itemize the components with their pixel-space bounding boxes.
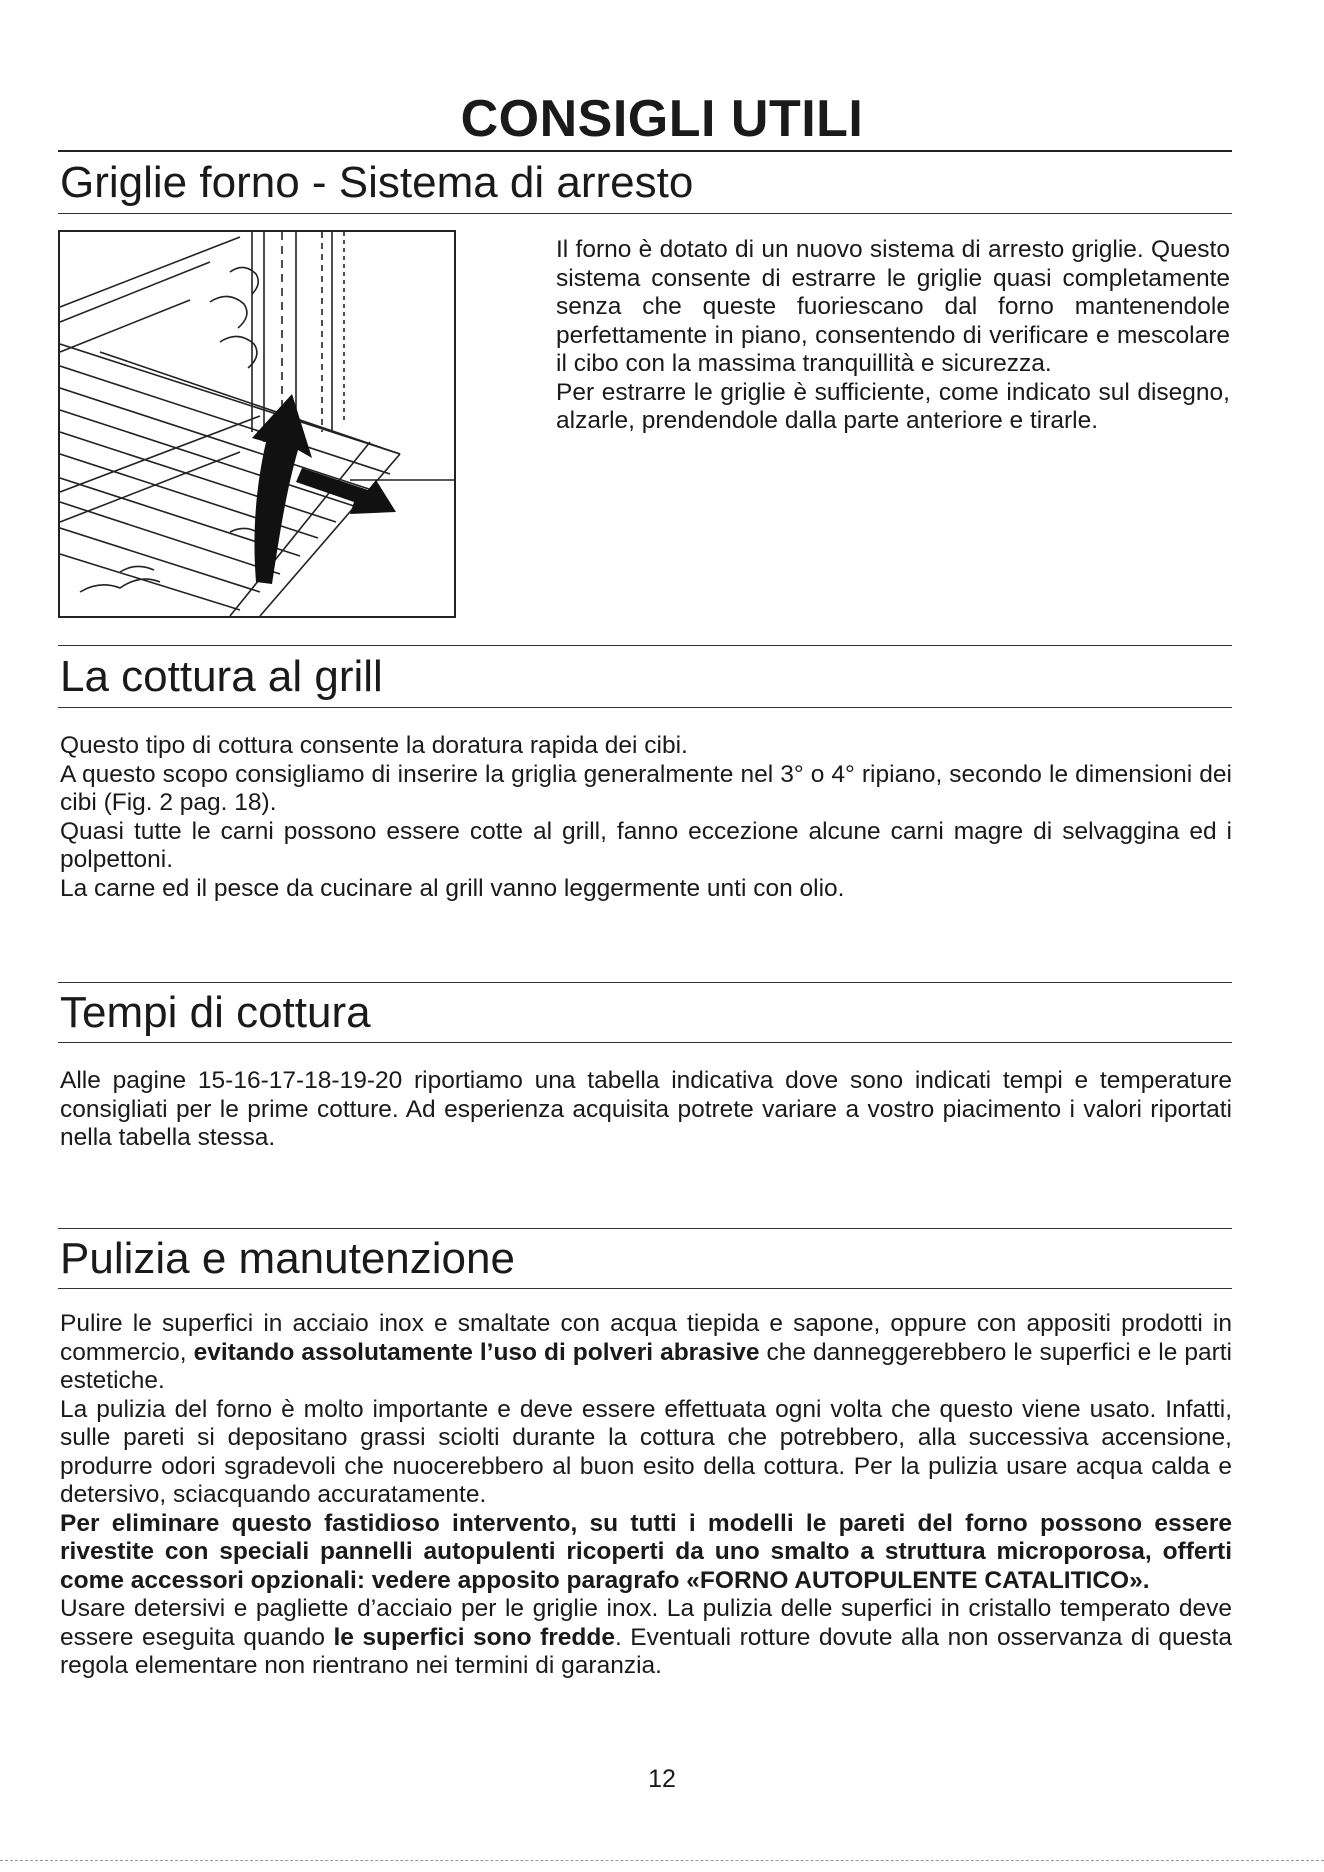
pulizia-p1-bold: evitando assolutamente l’uso di polveri abrasive xyxy=(193,1338,760,1366)
pulizia-paragraph-1 xyxy=(60,1310,1232,1396)
pulizia-paragraph-2: La pulizia del forno è molto importante e deve essere effettuata ogni volta che questo viene usato. Infatti, sulle pareti si depositano grassi sciolti durante la cottura che potrebbero, alla successiva accensione, produrre odori sgradevoli che nuocerebbero al buon esito della cottura. Per la pulizia usare acqua calda e detersivo, sciacquando accuratamente. xyxy=(60,1395,1232,1508)
grill-line-4: La carne ed il pesce da cucinare al grill vanno leggermente unti con olio. xyxy=(60,874,845,902)
grill-line-1: Questo tipo di cottura consente la doratura rapida dei cibi. xyxy=(60,732,688,759)
pulizia-p1-start: Pulire le superfici in acciaio inox e smaltate con acqua tiepida e sapone, oppure con appositi prodotti in commercio, xyxy=(60,1310,1232,1366)
divider xyxy=(58,150,1232,152)
divider xyxy=(58,707,1232,708)
grill-line-2: A questo scopo consigliamo di inserire la griglia generalmente nel 3° o 4° ripiano, secondo le dimensioni dei cibi (Fig. 2 pag. 18). xyxy=(60,760,1232,816)
oven-rack-drawing xyxy=(60,232,454,616)
divider xyxy=(58,213,1232,214)
pulizia-text xyxy=(60,1310,1232,1681)
pulizia-p4-start: Usare detersivi e pagliette d’acciaio per le griglie inox. La pulizia delle superfici in cristallo temperato deve essere eseguita quando xyxy=(60,1595,1232,1651)
griglie-paragraph-1: Il forno è dotato di un nuovo sistema di arresto griglie. Questo sistema consente di estrarre le griglie quasi completamente senza che queste fuoriescano dal forno mantenendole perfettamente in piano, consentendo di verificare e mescolare il cibo con la massima tranquillità e sicurezza. xyxy=(556,236,1230,377)
pulizia-paragraph-4 xyxy=(60,1595,1232,1681)
grill-line-3: Quasi tutte le carni possono essere cotte al grill, fanno eccezione alcune carni magre di selvaggina ed i polpettoni. xyxy=(60,817,1232,873)
tempi-paragraph: Alle pagine 15-16-17-18-19-20 riportiamo una tabella indicativa dove sono indicati tempi e temperature consigliati per le prime cotture. Ad esperienza acquisita potrete variare a vostro piacimento i valori riportati nella tabella stessa. xyxy=(60,1067,1232,1151)
section-title-tempi: Tempi di cottura xyxy=(60,988,371,1037)
page-number: 12 xyxy=(648,1765,676,1793)
pulizia-p4-bold: le superfici sono fredde xyxy=(333,1623,615,1651)
divider xyxy=(58,1228,1232,1229)
pulizia-p4-end: . Eventuali rotture dovute alla non osservanza di questa regola elementare non rientrano nei termini di garanzia. xyxy=(60,1623,1232,1679)
page-bottom-edge xyxy=(0,1860,1324,1861)
divider xyxy=(58,645,1232,646)
divider xyxy=(58,1042,1232,1043)
section-title-pulizia: Pulizia e manutenzione xyxy=(60,1234,515,1283)
pulizia-p1-end: che danneggerebbero le superfici e le parti estetiche. xyxy=(60,1338,1232,1394)
section-title-grill: La cottura al grill xyxy=(60,652,383,701)
griglie-text xyxy=(556,236,1230,436)
grill-text xyxy=(60,732,1232,903)
tempi-text xyxy=(60,1067,1232,1153)
section-title-griglie: Griglie forno - Sistema di arresto xyxy=(60,158,694,207)
oven-rack-illustration xyxy=(58,230,456,618)
pulizia-paragraph-3: Per eliminare questo fastidioso intervento, su tutti i modelli le pareti del forno possono essere rivestite con speciali pannelli autopulenti ricoperti da uno smalto a struttura microporosa, offerti come accessori opzionali: vedere apposito paragrafo «FORNO AUTOPULENTE CATALITICO». xyxy=(60,1509,1232,1594)
page-title: CONSIGLI UTILI xyxy=(460,90,864,148)
divider xyxy=(58,1288,1232,1289)
divider xyxy=(58,982,1232,983)
griglie-paragraph-2: Per estrarre le griglie è sufficiente, come indicato sul disegno, alzarle, prendendole dalla parte anteriore e tirarle. xyxy=(556,378,1230,434)
